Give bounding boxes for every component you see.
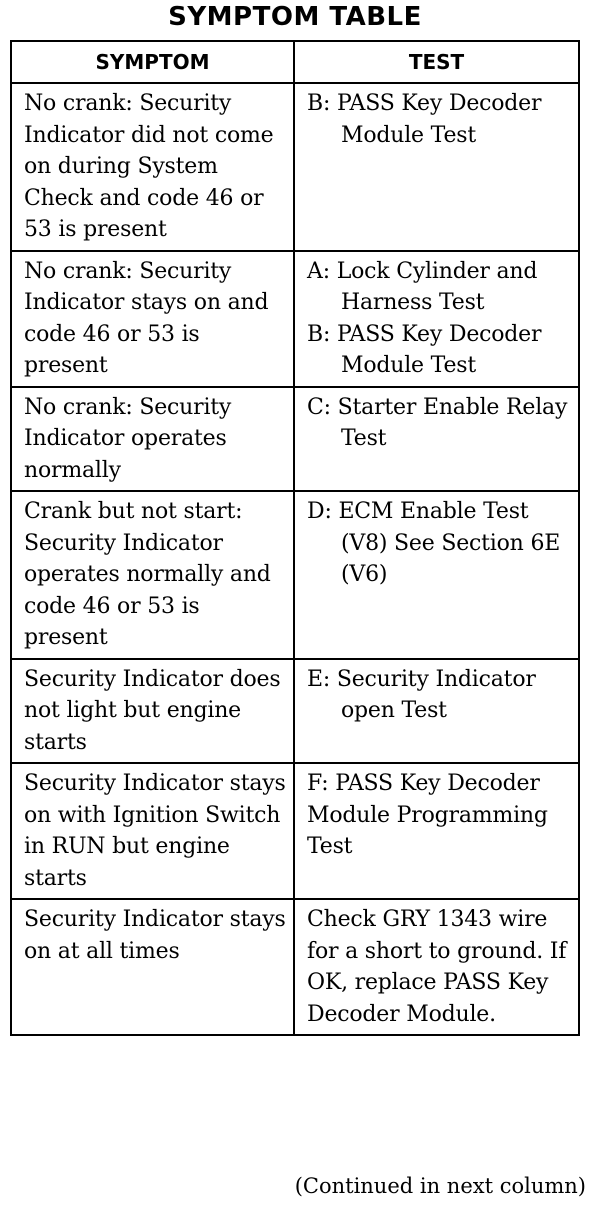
table-row	[11, 387, 579, 492]
test-text: B: PASS Key Decoder Module Test	[307, 91, 542, 148]
continued-note: (Continued in next column)	[294, 1174, 586, 1198]
test-cell	[294, 387, 579, 492]
symptom-table	[10, 40, 580, 1036]
symptom-cell	[11, 763, 294, 899]
table-row	[11, 83, 579, 251]
test-text: F: PASS Key Decoder Module Programming Test	[307, 771, 548, 859]
symptom-text: Security Indicator does not light but engine starts	[24, 666, 281, 755]
test-cell	[294, 251, 579, 387]
test-cell	[294, 659, 579, 764]
symptom-text: No crank: Security Indicator stays on and code 46 or 53 is present	[24, 258, 269, 378]
test-cell	[294, 763, 579, 899]
test-text: E: Security Indicator open Test	[307, 666, 536, 723]
table-row	[11, 251, 579, 387]
table-row	[11, 491, 579, 659]
table-row	[11, 659, 579, 764]
test-text: A: Lock Cylinder and Harness Test	[307, 258, 538, 315]
symptom-text: Security Indicator stays on at all times	[24, 907, 286, 964]
test-text: Check GRY 1343 wire for a short to ground. If OK, replace PASS Key Decoder Module.	[307, 907, 567, 1027]
symptom-text: No crank: Security Indicator did not come on during System Check and code 46 or 53 is present	[24, 91, 274, 242]
symptom-cell	[11, 251, 294, 387]
symptom-cell	[11, 659, 294, 764]
symptom-column-header: SYMPTOM	[11, 41, 294, 83]
test-text: B: PASS Key Decoder Module Test	[307, 321, 542, 378]
symptom-cell	[11, 83, 294, 251]
test-text: C: Starter Enable Relay Test	[307, 394, 568, 451]
symptom-text: Crank but not start: Security Indicator operates normally and code 46 or 53 is present	[24, 499, 271, 650]
symptom-text: No crank: Security Indicator operates normally	[24, 394, 232, 483]
test-cell	[294, 83, 579, 251]
page-title: SYMPTOM TABLE	[168, 2, 422, 32]
symptom-text: Security Indicator stays on with Ignition Switch in RUN but engine starts	[24, 771, 286, 891]
symptom-cell	[11, 899, 294, 1035]
table-row	[11, 763, 579, 899]
test-text: D: ECM Enable Test (V8) See Section 6E (V6)	[307, 499, 561, 587]
test-column-header: TEST	[294, 41, 579, 83]
test-cell	[294, 899, 579, 1035]
symptom-cell	[11, 491, 294, 659]
table-header-row	[11, 41, 579, 83]
test-cell	[294, 491, 579, 659]
table-row	[11, 899, 579, 1035]
symptom-cell	[11, 387, 294, 492]
